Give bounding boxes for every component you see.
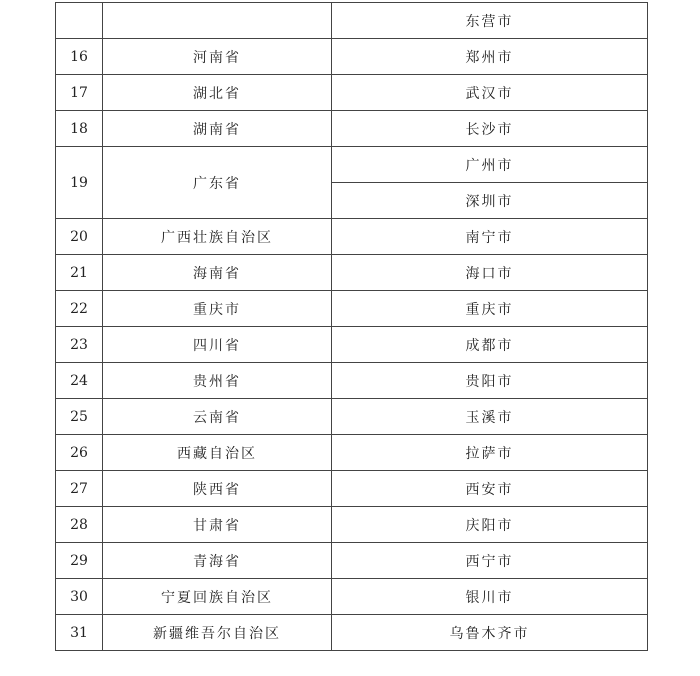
row-number: 24: [56, 363, 103, 399]
city-cell: 庆阳市: [332, 507, 648, 543]
row-number: 26: [56, 435, 103, 471]
city-cell: 西宁市: [332, 543, 648, 579]
table-row: [56, 111, 648, 147]
table-row: [56, 327, 648, 363]
row-number: [56, 3, 103, 39]
province-cell: 湖南省: [103, 111, 332, 147]
city-cell: 南宁市: [332, 219, 648, 255]
region-table: [55, 2, 648, 651]
table-row: [56, 39, 648, 75]
city-cell: 郑州市: [332, 39, 648, 75]
city-cell: 银川市: [332, 579, 648, 615]
province-cell: [103, 3, 332, 39]
row-number: 16: [56, 39, 103, 75]
table-row: [56, 219, 648, 255]
table-row: [56, 615, 648, 651]
city-cell: 贵阳市: [332, 363, 648, 399]
province-cell: 湖北省: [103, 75, 332, 111]
table-row: [56, 75, 648, 111]
city-cell: 重庆市: [332, 291, 648, 327]
province-cell: 陕西省: [103, 471, 332, 507]
city-cell: 拉萨市: [332, 435, 648, 471]
city-cell: 广州市: [332, 147, 648, 183]
city-cell: 东营市: [332, 3, 648, 39]
row-number: 25: [56, 399, 103, 435]
province-cell: 重庆市: [103, 291, 332, 327]
table-row: [56, 435, 648, 471]
row-number: 18: [56, 111, 103, 147]
city-cell: 海口市: [332, 255, 648, 291]
table-row: [56, 399, 648, 435]
table-row: [56, 363, 648, 399]
row-number: 17: [56, 75, 103, 111]
province-cell: 甘肃省: [103, 507, 332, 543]
province-cell: 云南省: [103, 399, 332, 435]
city-cell: 乌鲁木齐市: [332, 615, 648, 651]
table-row: [56, 147, 648, 183]
row-number: 29: [56, 543, 103, 579]
province-cell: 贵州省: [103, 363, 332, 399]
table-body: [56, 3, 648, 651]
province-cell: 新疆维吾尔自治区: [103, 615, 332, 651]
table-row: [56, 471, 648, 507]
row-number: 21: [56, 255, 103, 291]
city-cell: 玉溪市: [332, 399, 648, 435]
city-cell: 西安市: [332, 471, 648, 507]
row-number: 23: [56, 327, 103, 363]
row-number: 30: [56, 579, 103, 615]
row-number: 22: [56, 291, 103, 327]
table-row: [56, 507, 648, 543]
province-cell: 海南省: [103, 255, 332, 291]
table-row: [56, 3, 648, 39]
province-cell: 四川省: [103, 327, 332, 363]
row-number: 31: [56, 615, 103, 651]
table-row: [56, 543, 648, 579]
row-number: 28: [56, 507, 103, 543]
province-cell: 西藏自治区: [103, 435, 332, 471]
table-row: [56, 579, 648, 615]
row-number: 27: [56, 471, 103, 507]
province-cell: 青海省: [103, 543, 332, 579]
city-cell: 武汉市: [332, 75, 648, 111]
row-number: 20: [56, 219, 103, 255]
table-row: [56, 291, 648, 327]
province-cell: 宁夏回族自治区: [103, 579, 332, 615]
province-cell: 广东省: [103, 147, 332, 219]
province-cell: 广西壮族自治区: [103, 219, 332, 255]
province-cell: 河南省: [103, 39, 332, 75]
city-cell: 成都市: [332, 327, 648, 363]
row-number: 19: [56, 147, 103, 219]
city-cell: 深圳市: [332, 183, 648, 219]
table-row: [56, 255, 648, 291]
city-cell: 长沙市: [332, 111, 648, 147]
